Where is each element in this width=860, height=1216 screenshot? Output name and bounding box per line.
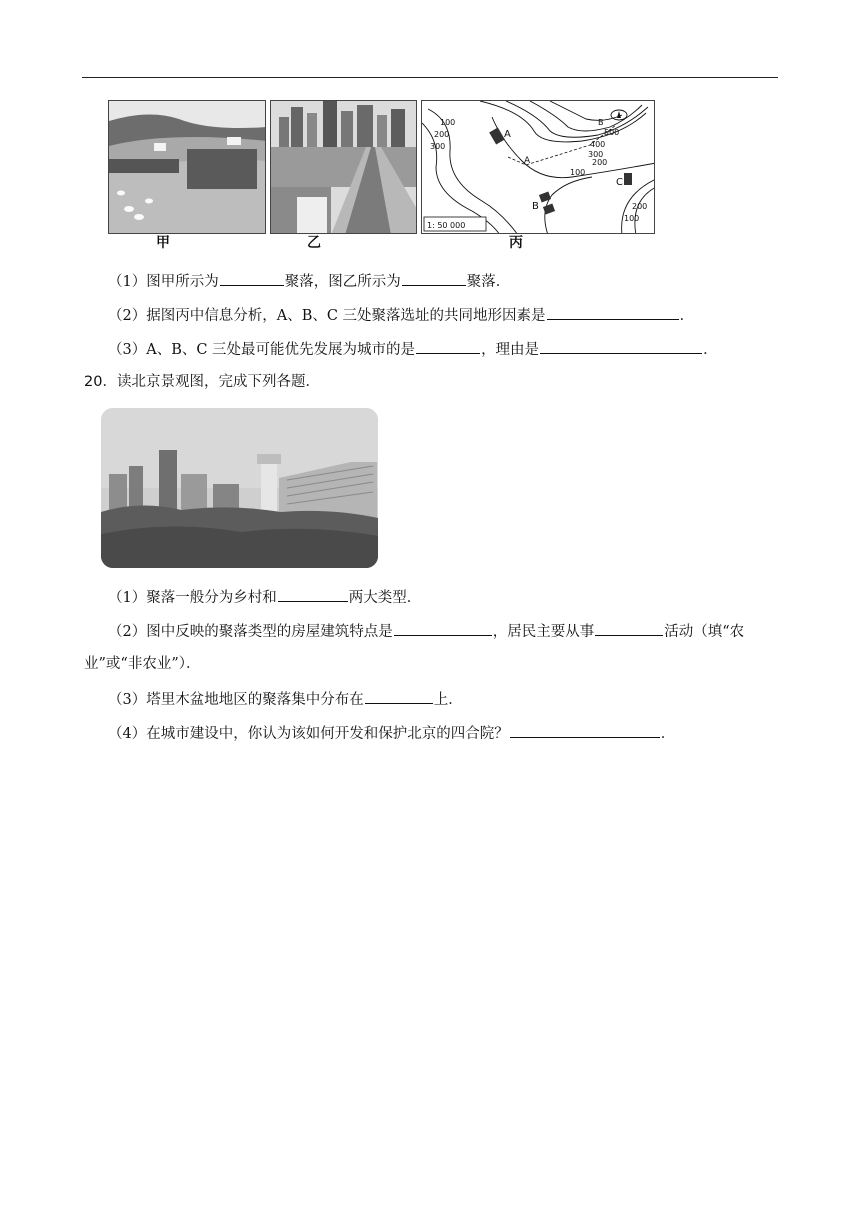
answer-blank[interactable] <box>278 586 348 602</box>
header-rule <box>82 77 778 78</box>
q19-p1-text-c: 聚落． <box>466 274 511 290</box>
urban-settlement-photo <box>270 100 417 234</box>
contour-label: 300 <box>430 142 446 151</box>
contour-label: 300 <box>588 150 604 159</box>
point-label-c: C <box>616 177 623 188</box>
rural-settlement-photo <box>108 100 266 234</box>
answer-blank[interactable] <box>510 722 660 738</box>
answer-blank[interactable] <box>365 688 433 704</box>
q20-part2 <box>108 620 744 642</box>
figure-yi-caption: 乙 <box>307 235 321 251</box>
answer-blank[interactable] <box>547 304 679 320</box>
q20-number: 20． <box>84 374 117 390</box>
answer-blank[interactable] <box>416 338 480 354</box>
q19-p2-text-b: ． <box>679 308 695 324</box>
q20-p2-text-c: 活动（填“农 <box>664 624 745 640</box>
q20-part3 <box>108 688 463 710</box>
q20-p1-text-a: （1）聚落一般分为乡村和 <box>108 590 277 606</box>
q20-part4 <box>108 722 675 744</box>
q20-p3-text-b: 上． <box>433 692 463 708</box>
q20-part2-cont <box>84 654 201 674</box>
q20-stem-text: 读北京景观图，完成下列各题． <box>116 374 320 390</box>
answer-blank[interactable] <box>595 620 663 636</box>
answer-blank[interactable] <box>402 270 466 286</box>
q20-p3-text-a: （3）塔里木盆地地区的聚落集中分布在 <box>108 692 364 708</box>
figure-bing-caption: 丙 <box>509 235 523 251</box>
contour-label: 100 <box>570 168 586 177</box>
q20-p2-text-b: ，居民主要从事 <box>492 624 595 640</box>
contour-label: 100 <box>624 214 640 223</box>
peak-icon <box>617 111 621 118</box>
q19-part1 <box>108 270 510 292</box>
q20-p2-text-a: （2）图中反映的聚落类型的房屋建筑特点是 <box>108 624 393 640</box>
point-label-b: B <box>598 118 604 127</box>
contour-label: 200 <box>632 202 648 211</box>
q19-p3-text-b: ，理由是 <box>481 342 540 358</box>
q20-p1-text-b: 两大类型． <box>348 590 422 606</box>
q20-p4-text-b: ． <box>660 726 676 742</box>
answer-blank[interactable] <box>394 620 492 636</box>
q20-part1 <box>108 586 421 608</box>
q19-p3-text-c: ． <box>703 342 718 358</box>
q20-stem <box>84 372 320 392</box>
answer-blank[interactable] <box>220 270 284 286</box>
contour-label: 100 <box>440 118 456 127</box>
point-label-b: B <box>532 201 539 212</box>
contour-map <box>421 100 655 234</box>
answer-blank[interactable] <box>540 338 702 354</box>
point-label-a: A <box>504 129 511 140</box>
contour-label: 400 <box>590 140 606 149</box>
q20-p2-text-d: 业”或“非农业”）． <box>84 656 201 672</box>
beijing-landscape-photo <box>101 408 378 568</box>
q19-p2-text-a: （2）据图丙中信息分析，A、B、C 三处聚落选址的共同地形因素是 <box>108 308 546 324</box>
point-label-a: A <box>524 156 531 166</box>
q19-p3-text-a: （3）A、B、C 三处最可能优先发展为城市的是 <box>108 342 416 358</box>
q20-p4-text-a: （4）在城市建设中，你认为该如何开发和保护北京的四合院？ <box>108 726 509 742</box>
q19-part2 <box>108 304 694 326</box>
contour-label: 200 <box>592 158 608 167</box>
q19-p1-text-b: 聚落，图乙所示为 <box>284 274 401 290</box>
contour-label: 500 <box>604 128 620 137</box>
contour-label: 200 <box>434 130 450 139</box>
map-scale: 1: 50 000 <box>427 221 466 230</box>
q19-p1-text-a: （1）图甲所示为 <box>108 274 219 290</box>
q19-part3 <box>108 338 718 360</box>
figure-jia-caption: 甲 <box>156 235 170 251</box>
